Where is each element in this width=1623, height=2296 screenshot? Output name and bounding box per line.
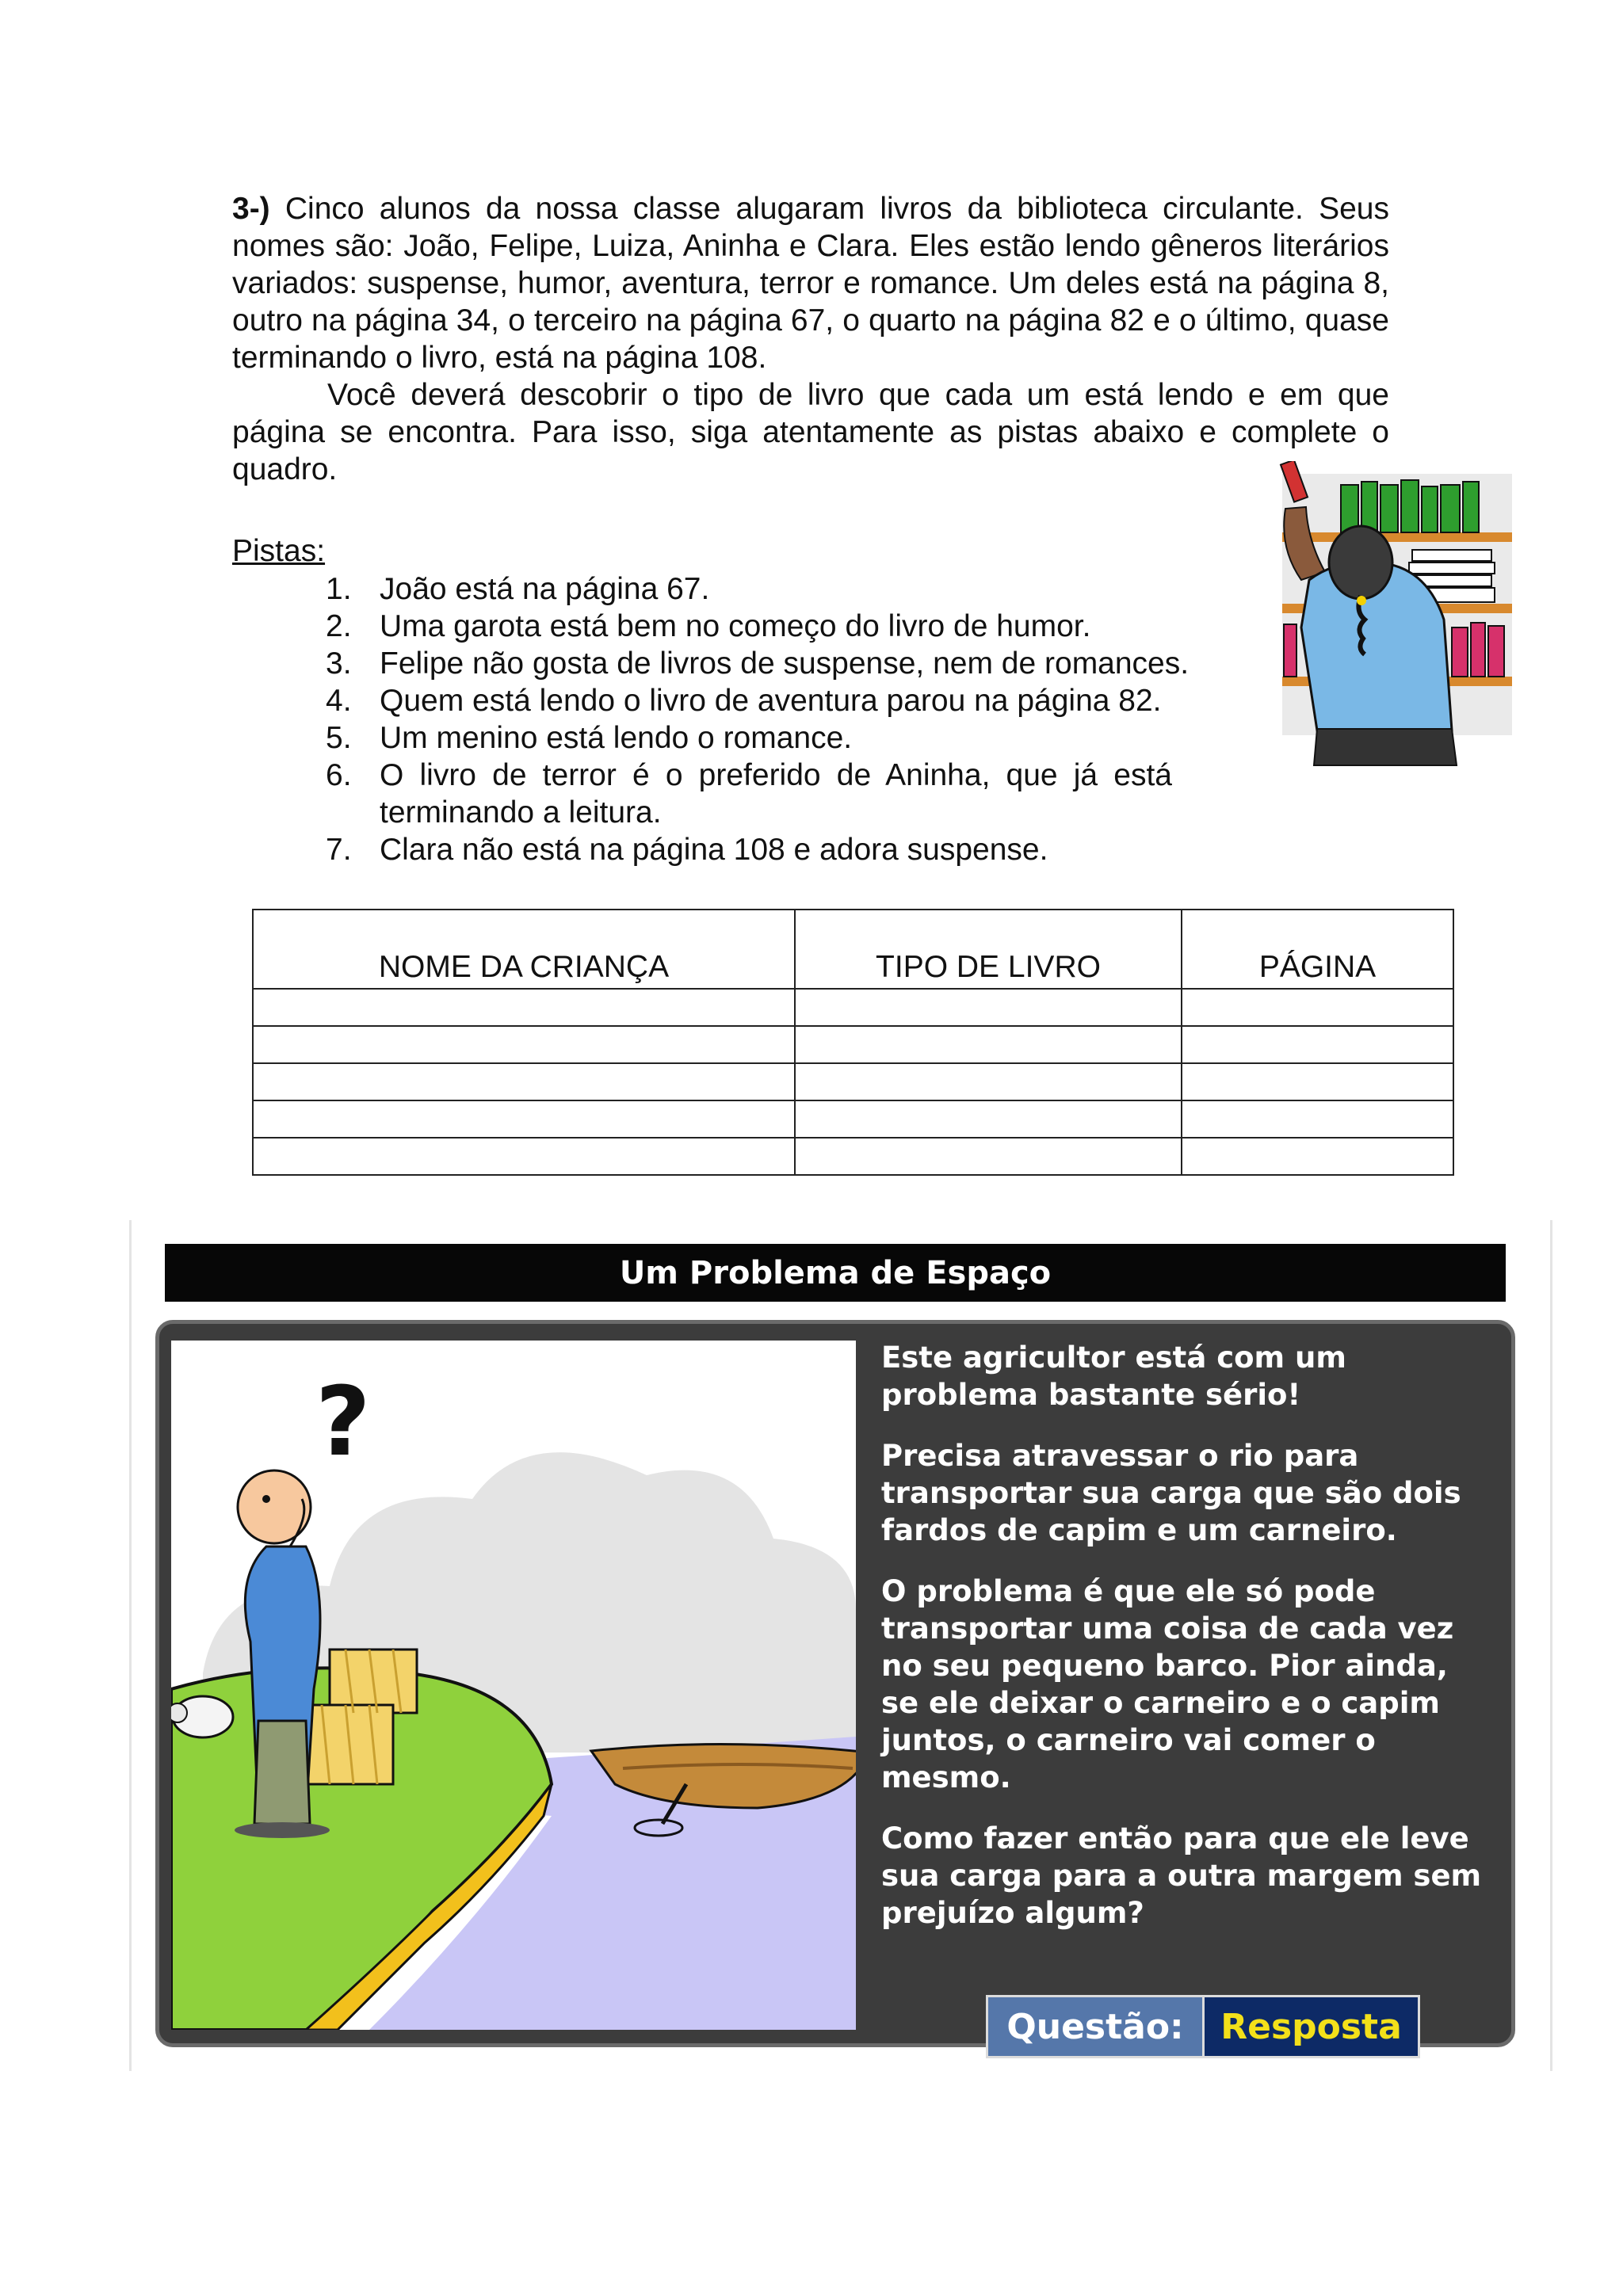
header-book-type: TIPO DE LIVRO [795,910,1182,989]
answer-table [252,909,1454,1176]
cell-book-type[interactable] [795,1026,1182,1063]
question-label: Questão: [988,1997,1205,2056]
clue-number: 7. [326,833,352,867]
question-intro [232,190,1389,376]
cell-child-name[interactable] [253,989,795,1026]
clue-item [326,682,1293,719]
cell-child-name[interactable] [253,1138,795,1175]
header-page: PÁGINA [1182,910,1453,989]
cell-book-type[interactable] [795,1138,1182,1175]
clue-number: 2. [326,609,352,643]
question-3 [232,190,1389,488]
clue-text: João está na página 67. [380,572,710,606]
clue-item [326,831,1293,868]
clue-number: 3. [326,646,352,681]
table-header-row [253,910,1453,989]
cell-page[interactable] [1182,989,1453,1026]
cell-book-type[interactable] [795,1100,1182,1138]
clue-item [326,757,1172,831]
cell-child-name[interactable] [253,1100,795,1138]
clue-item [326,570,1293,608]
clue-number: 5. [326,721,352,755]
answer-button[interactable]: Resposta [1205,1997,1418,2056]
puzzle-description [881,1339,1491,1955]
puzzle-paragraph: Este agricultor está com um problema bastante sério! [881,1341,1346,1412]
clue-item [326,645,1291,682]
question-number: 3-) [232,192,270,226]
clue-item [326,719,1293,757]
question-mark-icon: ? [315,1367,371,1478]
library-girl-illustration [1270,461,1515,781]
question-intro-text: Cinco alunos da nossa classe alugaram livros da biblioteca circulante. Seus nomes são: João, Felipe, Luiza, Aninha e Clara. Eles estão lendo gêneros literários variados: suspense, humor, aventura, terror e romance. Um deles está na página 8, outro na página 34, o terceiro na página 67, o quarto na página 82 e o último, quase terminando o livro, está na página 108. [232,192,1389,375]
farmer-river-illustration [171,1341,856,2030]
header-child-name: NOME DA CRIANÇA [253,910,795,989]
cell-child-name[interactable] [253,1026,795,1063]
question-instructions: Você deverá descobrir o tipo de livro que cada um está lendo e em que página se encontra. Para isso, siga atentamente as pistas abaixo e complete o quadro. [232,378,1389,486]
clue-text: O livro de terror é o preferido de Aninha, que já está terminando a leitura. [380,758,1172,830]
clue-item [326,608,1293,645]
puzzle-paragraph: Precisa atravessar o rio para transportar sua carga que são dois fardos de capim e um carneiro. [881,1439,1461,1547]
clue-text: Um menino está lendo o romance. [380,721,853,755]
clue-text: Felipe não gosta de livros de suspense, nem de romances. [380,646,1190,681]
cell-book-type[interactable] [795,1063,1182,1100]
clue-number: 6. [326,758,352,792]
clue-number: 4. [326,684,352,718]
cell-page[interactable] [1182,1026,1453,1063]
puzzle-title: Um Problema de Espaço [165,1244,1506,1302]
table-row [253,1138,1453,1175]
cell-page[interactable] [1182,1138,1453,1175]
clue-text: Quem está lendo o livro de aventura parou na página 82. [380,684,1162,718]
cell-page[interactable] [1182,1063,1453,1100]
clues-list [326,570,1293,868]
cell-child-name[interactable] [253,1063,795,1100]
table-row [253,1100,1453,1138]
cell-book-type[interactable] [795,989,1182,1026]
table-row [253,1063,1453,1100]
clue-number: 1. [326,572,352,606]
clues-title: Pistas: [232,534,326,568]
answer-bar [986,1995,1420,2058]
clue-text: Uma garota está bem no começo do livro de humor. [380,609,1091,643]
puzzle-paragraph: Como fazer então para que ele leve sua carga para a outra margem sem prejuízo algum? [881,1821,1482,1930]
clue-text: Clara não está na página 108 e adora suspense. [380,833,1048,867]
cell-page[interactable] [1182,1100,1453,1138]
table-row [253,989,1453,1026]
puzzle-paragraph: O problema é que ele só pode transportar uma coisa de cada vez no seu pequeno barco. Pior ainda, se ele deixar o carneiro e o capim juntos, o carneiro vai comer o mesmo. [881,1574,1454,1794]
table-row [253,1026,1453,1063]
